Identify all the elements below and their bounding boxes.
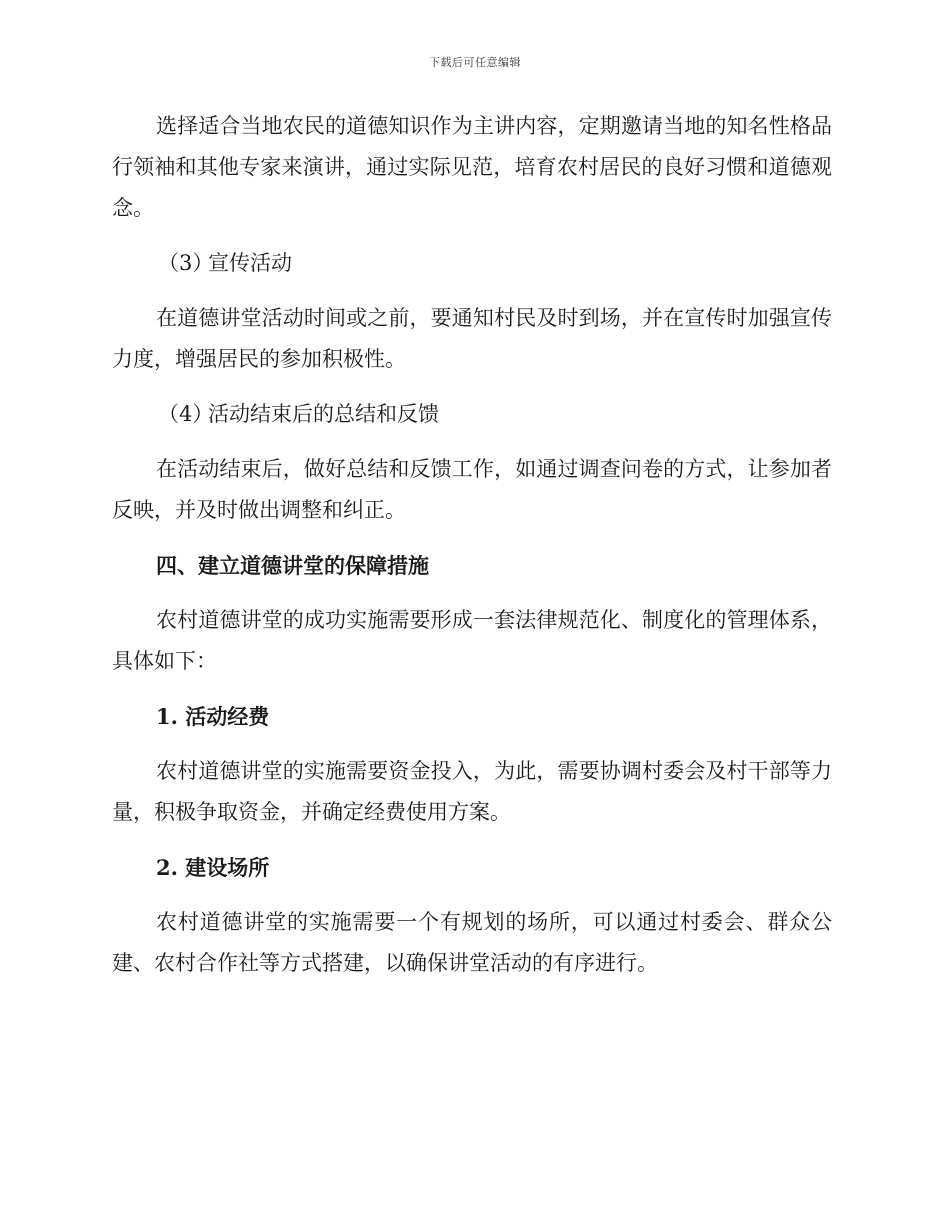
- subheading-text: 宣传活动: [208, 251, 292, 275]
- paragraph-safeguards-intro: 农村道德讲堂的成功实施需要形成一套法律规范化、制度化的管理体系，具体如下：: [112, 608, 832, 673]
- paragraph-lecture-content: 选择适合当地农民的道德知识作为主讲内容，定期邀请当地的知名性格品行领袖和其他专家来演讲，通过实际见范，培育农村居民的良好习惯和道德观念。: [112, 114, 832, 220]
- subheading-summary-feedback: [112, 394, 832, 435]
- page-header-note: 下载后可任意编辑: [429, 56, 521, 69]
- paragraph-activity-funding: 农村道德讲堂的实施需要资金投入，为此，需要协调村委会及村干部等力量，积极争取资金，并确定经费使用方案。: [112, 759, 832, 824]
- subheading-publicity: [112, 243, 832, 284]
- paragraph-publicity: 在道德讲堂活动时间或之前，要通知村民及时到场，并在宣传时加强宣传力度，增强居民的参加积极性。: [112, 306, 832, 371]
- heading-activity-funding: 1. 活动经费: [156, 704, 270, 729]
- document-body: [112, 106, 832, 998]
- section-heading-safeguards: 四、建立道德讲堂的保障措施: [156, 553, 429, 578]
- subheading-text: 活动结束后的总结和反馈: [208, 402, 439, 426]
- subheading-number: （3）: [158, 251, 214, 275]
- paragraph-venue-construction: 农村道德讲堂的实施需要一个有规划的场所，可以通过村委会、群众公建、农村合作社等方式搭建，以确保讲堂活动的有序进行。: [112, 910, 832, 975]
- subheading-number: （4）: [158, 402, 214, 426]
- heading-venue-construction: 2. 建设场所: [156, 855, 270, 880]
- paragraph-summary-feedback: 在活动结束后，做好总结和反馈工作，如通过调查问卷的方式，让参加者反映，并及时做出调整和纠正。: [112, 457, 832, 522]
